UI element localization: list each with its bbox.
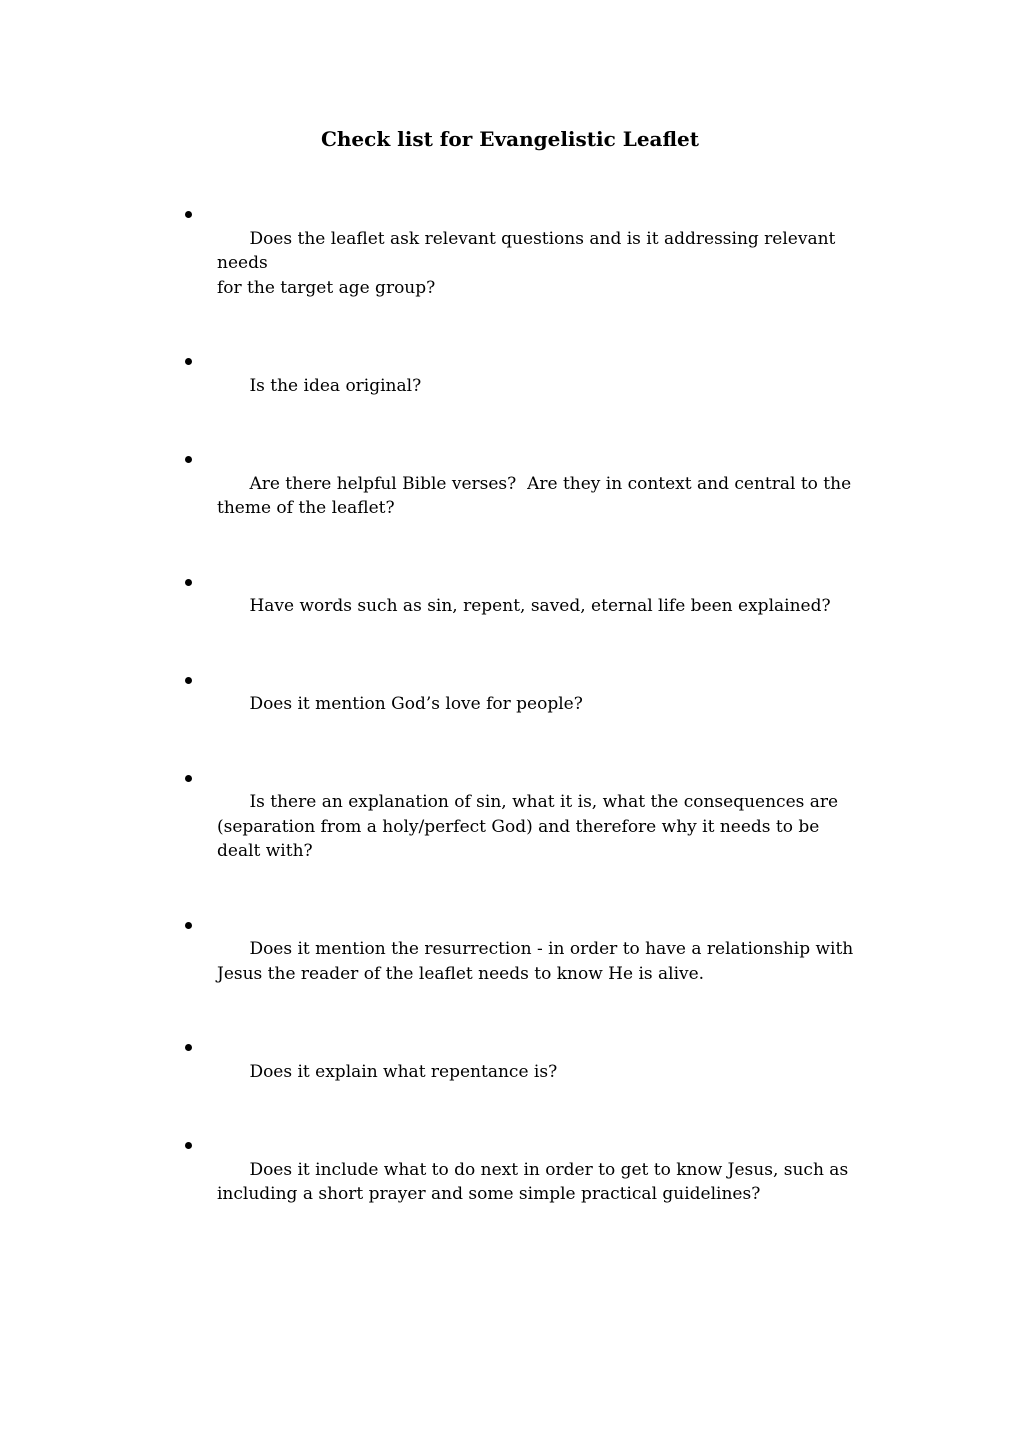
bullet-icon xyxy=(185,677,192,684)
checklist-item-text: Does it explain what repentance is? xyxy=(249,1061,558,1082)
checklist-item xyxy=(183,913,873,1011)
bullet-icon xyxy=(185,579,192,586)
bullet-icon xyxy=(185,358,192,365)
checklist-item xyxy=(183,349,873,423)
checklist-item-text: Does the leaflet ask relevant questions and is it addressing relevant needs for the target age group? xyxy=(217,228,836,298)
checklist-item-text: Is there an explanation of sin, what it is, what the consequences are (separation from a holy/perfect God) and therefore why it needs to be dealt with? xyxy=(217,792,839,861)
checklist-item-text: Does it mention God’s love for people? xyxy=(249,694,583,714)
checklist-item xyxy=(183,668,873,742)
checklist-item xyxy=(183,202,873,325)
checklist-item-text: Does it include what to do next in order to get to know Jesus, such as including a short prayer and some simple practical guidelines? xyxy=(217,1159,849,1204)
document-title: Check list for Evangelistic Leaflet xyxy=(320,127,700,151)
bullet-icon xyxy=(185,922,192,929)
bullet-icon xyxy=(185,775,192,782)
checklist-item-text: Does it mention the resurrection - in order to have a relationship with Jesus the reader of the leaflet needs to know He is alive. xyxy=(217,939,854,984)
checklist-item-text: Are there helpful Bible verses? Are they in context and central to the theme of the leaflet? xyxy=(217,473,852,518)
checklist-item xyxy=(183,1133,873,1231)
checklist-item xyxy=(183,766,873,889)
checklist-item-text: Have words such as sin, repent, saved, eternal life been explained? xyxy=(249,596,831,616)
bullet-icon xyxy=(185,211,192,218)
checklist-item-text: Is the idea original? xyxy=(249,375,422,396)
checklist-item xyxy=(183,1035,873,1109)
bullet-icon xyxy=(185,456,192,463)
checklist-item xyxy=(183,447,873,545)
checklist xyxy=(183,202,873,1256)
bullet-icon xyxy=(185,1044,192,1051)
bullet-icon xyxy=(185,1142,192,1149)
checklist-item xyxy=(183,570,873,644)
